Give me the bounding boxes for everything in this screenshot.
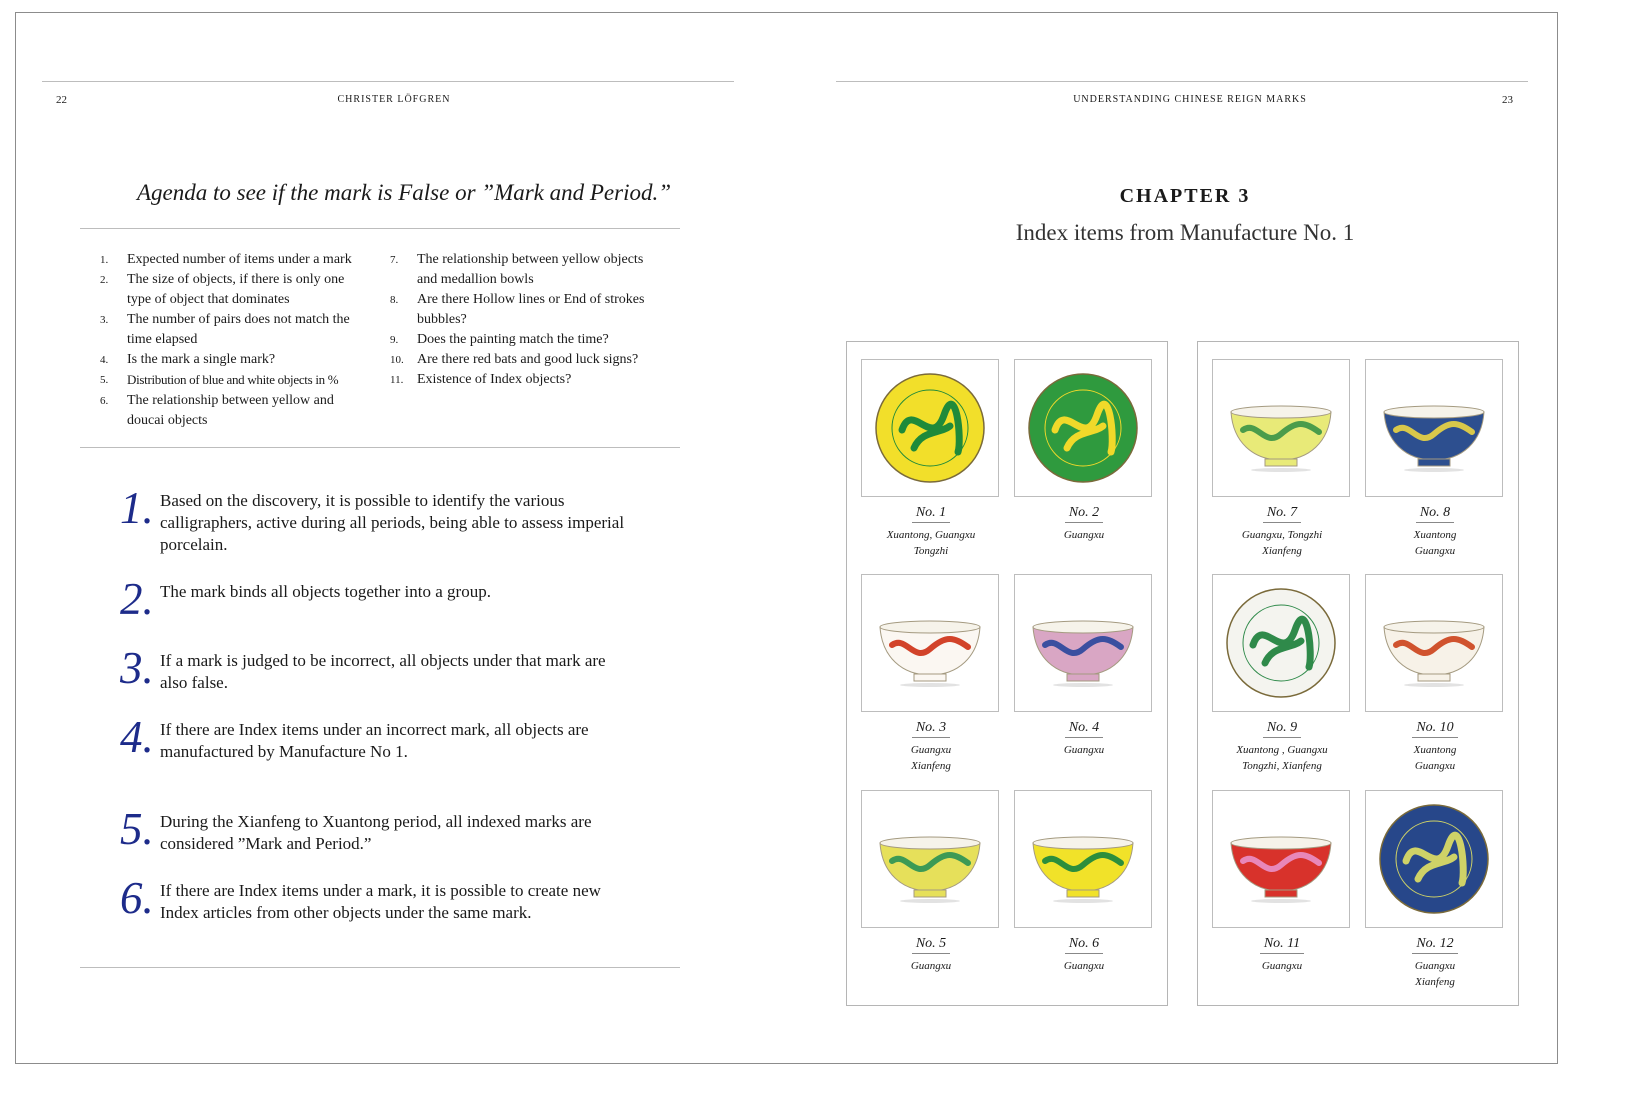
item-number: No. 3 bbox=[912, 720, 950, 738]
left-bottom-rule bbox=[80, 967, 680, 968]
header-rule-left bbox=[42, 81, 734, 82]
point-text: If there are Index items under a mark, it is possible to create new Index articles from other objects under the same mark. bbox=[160, 881, 601, 922]
point-text: The mark binds all objects together into a group. bbox=[160, 582, 491, 601]
item-reign: Xianfeng bbox=[1262, 545, 1302, 557]
item-caption bbox=[1365, 718, 1505, 774]
item-caption bbox=[861, 503, 1001, 559]
chapter-title: Index items from Manufacture No. 1 bbox=[1015, 220, 1355, 245]
agenda-list-col2 bbox=[390, 250, 665, 390]
point-number: 2. bbox=[120, 574, 154, 624]
item-reign: Guangxu bbox=[1261, 960, 1303, 972]
running-head-left: CHRISTER LÖFGREN bbox=[337, 94, 451, 105]
yellow-dragon-bowl-icon bbox=[1014, 790, 1152, 928]
agenda-list-col1 bbox=[100, 250, 370, 431]
point-text: Based on the discovery, it is possible to identify the various calligraphers, active during all periods, being able to assess imperial porcelain. bbox=[160, 491, 625, 554]
item-number: No. 7 bbox=[1263, 505, 1301, 523]
green-dragon-dish-icon bbox=[1212, 574, 1350, 712]
item-reign: Xianfeng bbox=[911, 760, 951, 772]
agenda-bottom-rule bbox=[80, 447, 680, 448]
chapter-label: CHAPTER 3 bbox=[1119, 185, 1251, 207]
running-head-right: UNDERSTANDING CHINESE REIGN MARKS bbox=[1073, 94, 1307, 105]
item-reign: Xuantong, Guangxu bbox=[886, 529, 976, 541]
item-number: No. 1 bbox=[912, 505, 950, 523]
agenda-item: 5. Distribution of blue and white objects in % bbox=[100, 372, 339, 387]
item-caption bbox=[861, 934, 1001, 974]
item-caption bbox=[1212, 503, 1352, 559]
item-number: No. 9 bbox=[1263, 720, 1301, 738]
blue-dragon-bowl-icon bbox=[1365, 359, 1503, 497]
green-dragon-dish-icon bbox=[1014, 359, 1152, 497]
item-caption bbox=[1014, 503, 1154, 543]
item-number: No. 2 bbox=[1065, 505, 1103, 523]
agenda-item: 2. The size of objects, if there is only one type of object that dominates bbox=[100, 272, 345, 307]
agenda-item: 4. Is the mark a single mark? bbox=[100, 352, 276, 367]
blue-yellow-dragon-dish-icon bbox=[1365, 790, 1503, 928]
item-caption bbox=[1365, 503, 1505, 559]
item-caption bbox=[1212, 934, 1352, 974]
pink-bowl-icon bbox=[1014, 574, 1152, 712]
header-rule-right bbox=[836, 81, 1528, 82]
item-reign: Guangxu bbox=[1063, 960, 1105, 972]
item-number: No. 4 bbox=[1065, 720, 1103, 738]
page-number-right: 23 bbox=[1502, 94, 1513, 106]
item-caption bbox=[861, 718, 1001, 774]
item-reign: Xianfeng bbox=[1415, 976, 1455, 988]
item-reign: Tongzhi bbox=[913, 545, 949, 557]
agenda-top-rule bbox=[80, 228, 680, 229]
point-text: During the Xianfeng to Xuantong period, all indexed marks are considered ”Mark and Period.” bbox=[160, 812, 592, 853]
item-number: No. 8 bbox=[1416, 505, 1454, 523]
agenda-title: Agenda to see if the mark is False or ”Mark and Period.” bbox=[136, 180, 672, 205]
item-number: No. 5 bbox=[912, 936, 950, 954]
item-number: No. 12 bbox=[1412, 936, 1457, 954]
point-number: 5. bbox=[120, 804, 154, 854]
page-number-left: 22 bbox=[56, 94, 67, 106]
red-lotus-bowl-icon bbox=[1212, 790, 1350, 928]
item-reign: Xuantong bbox=[1413, 744, 1457, 756]
point-text: If there are Index items under an incorrect mark, all objects are manufactured by Manufacture No 1. bbox=[160, 720, 589, 761]
item-reign: Xuantong , Guangxu bbox=[1236, 744, 1328, 756]
item-reign: Guangxu, Tongzhi bbox=[1241, 529, 1323, 541]
agenda-item: 9. Does the painting match the time? bbox=[390, 332, 609, 347]
agenda-item: 1. Expected number of items under a mark bbox=[100, 252, 352, 267]
item-reign: Tongzhi, Xianfeng bbox=[1242, 760, 1322, 772]
item-reign: Guangxu bbox=[1414, 545, 1456, 557]
red-dragon-cup-icon bbox=[861, 574, 999, 712]
doucai-dragon-bowl-icon bbox=[1365, 574, 1503, 712]
item-number: No. 10 bbox=[1412, 720, 1457, 738]
agenda-item: 8. Are there Hollow lines or End of strokes bubbles? bbox=[390, 292, 645, 327]
point-number: 1. bbox=[120, 483, 154, 533]
item-reign: Guangxu bbox=[1414, 960, 1456, 972]
agenda-item: 6. The relationship between yellow and doucai objects bbox=[100, 393, 334, 428]
item-number: No. 11 bbox=[1260, 936, 1304, 954]
agenda-item: 11. Existence of Index objects? bbox=[390, 372, 572, 387]
yellow-green-bowl-icon bbox=[1212, 359, 1350, 497]
point-number: 4. bbox=[120, 712, 154, 762]
point-number: 3. bbox=[120, 643, 154, 693]
agenda-item: 3. The number of pairs does not match the time elapsed bbox=[100, 312, 350, 347]
item-number: No. 6 bbox=[1065, 936, 1103, 954]
point-text: If a mark is judged to be incorrect, all objects under that mark are also false. bbox=[160, 651, 606, 692]
point-number: 6. bbox=[120, 873, 154, 923]
item-reign: Xuantong bbox=[1413, 529, 1457, 541]
item-reign: Guangxu bbox=[910, 960, 952, 972]
yellow-dragon-dish-icon bbox=[861, 359, 999, 497]
item-caption bbox=[1014, 718, 1154, 758]
item-reign: Guangxu bbox=[1063, 529, 1105, 541]
yellow-green-bowl-icon bbox=[861, 790, 999, 928]
agenda-item: 7. The relationship between yellow objects and medallion bowls bbox=[390, 252, 644, 287]
item-caption bbox=[1365, 934, 1505, 990]
item-caption bbox=[1014, 934, 1154, 974]
agenda-item: 10. Are there red bats and good luck signs? bbox=[390, 352, 639, 367]
item-reign: Guangxu bbox=[1414, 760, 1456, 772]
item-reign: Guangxu bbox=[1063, 744, 1105, 756]
item-reign: Guangxu bbox=[910, 744, 952, 756]
item-caption bbox=[1212, 718, 1352, 774]
